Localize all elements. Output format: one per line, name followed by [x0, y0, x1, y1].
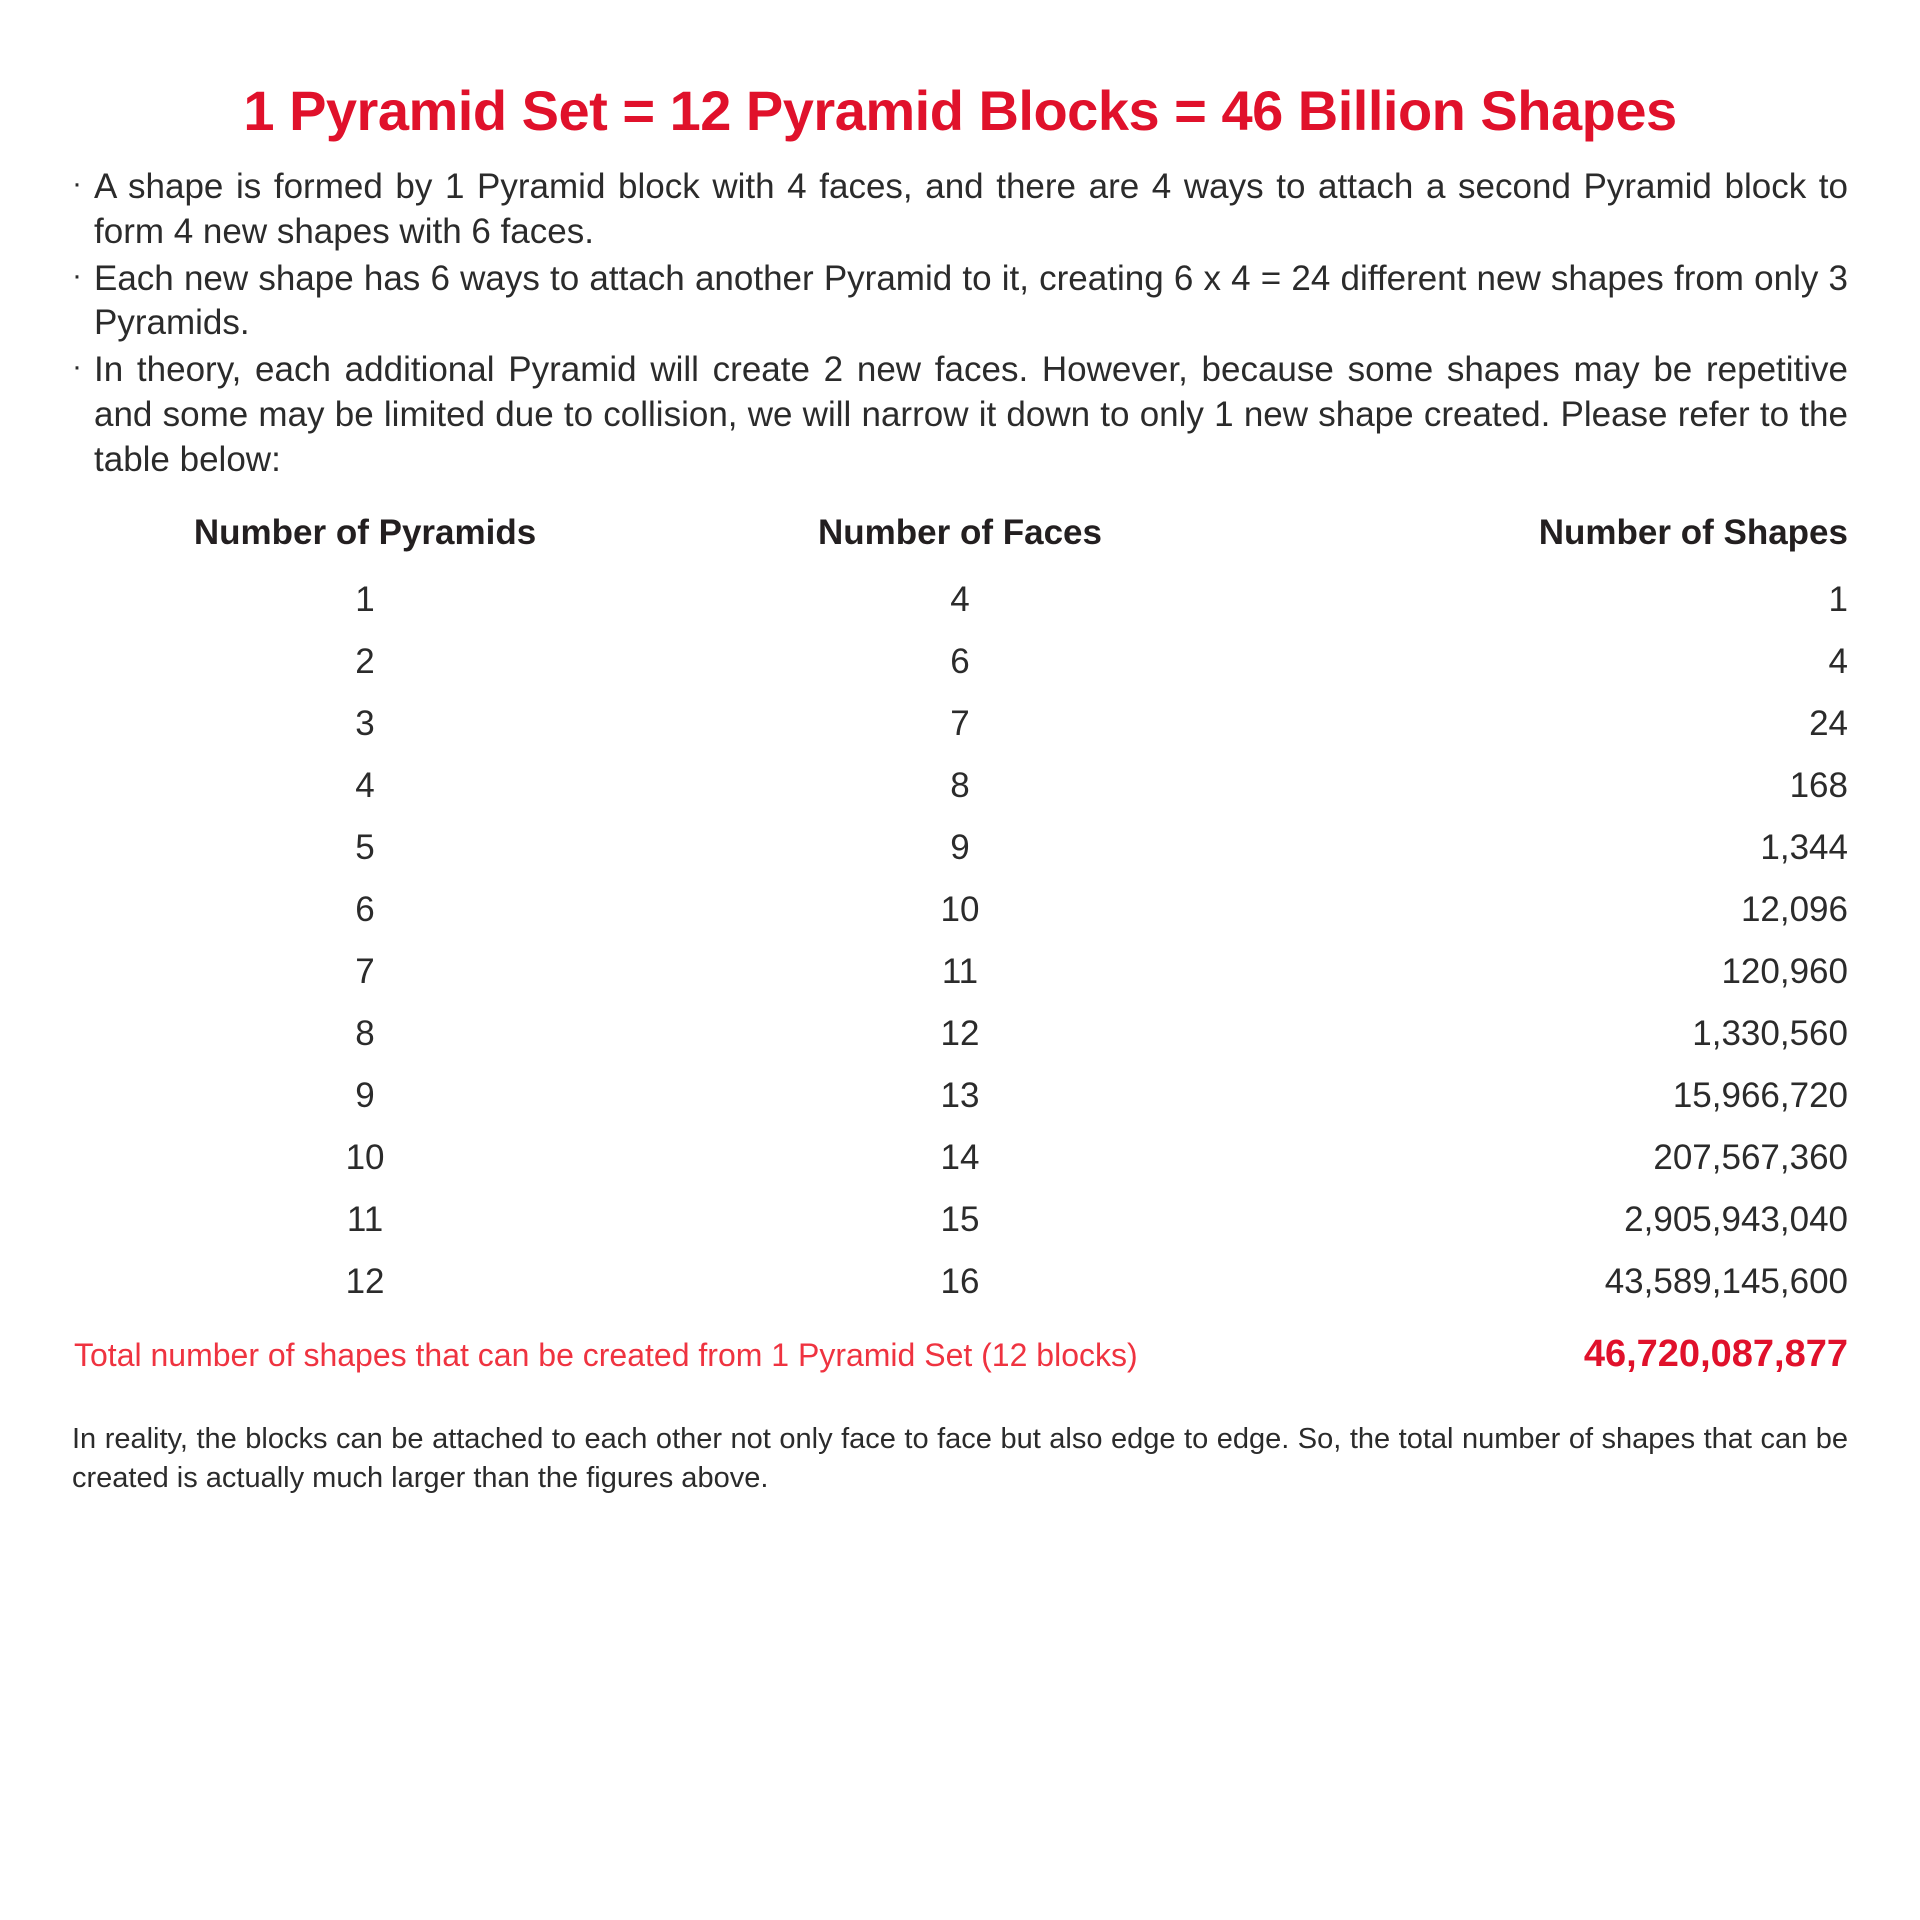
cell-faces: 14 — [940, 1137, 980, 1177]
cell-pyramids: 8 — [355, 1013, 375, 1053]
bullet-dot-icon: · — [72, 167, 82, 200]
cell-shapes: 24 — [1809, 703, 1848, 743]
table-row — [72, 1189, 1848, 1251]
cell-faces: 13 — [940, 1075, 980, 1115]
bullet-text: In theory, each additional Pyramid will create 2 new faces. However, because some shapes may be repetitive and some may be limited due to collision, we will narrow it down to only 1 new shape created. Please refer to the table below: — [94, 350, 1848, 479]
cell-faces: 7 — [950, 703, 970, 743]
page-title: 1 Pyramid Set = 12 Pyramid Blocks = 46 Billion Shapes — [243, 79, 1677, 142]
total-row — [72, 1333, 1848, 1376]
table-row — [72, 693, 1848, 755]
cell-faces: 8 — [950, 765, 970, 805]
cell-pyramids: 1 — [355, 579, 375, 619]
cell-faces: 9 — [950, 827, 970, 867]
total-label: Total number of shapes that can be created from 1 Pyramid Set (12 blocks) — [74, 1336, 1138, 1373]
cell-pyramids: 5 — [355, 827, 375, 867]
cell-shapes: 43,589,145,600 — [1604, 1261, 1848, 1301]
cell-faces: 15 — [940, 1199, 980, 1239]
bullet-dot-icon: · — [72, 258, 82, 292]
cell-pyramids: 11 — [346, 1199, 384, 1239]
table-row — [72, 1127, 1848, 1189]
cell-pyramids: 2 — [355, 641, 375, 681]
table-row — [72, 1251, 1848, 1313]
table-row — [72, 631, 1848, 693]
cell-shapes: 1,344 — [1760, 827, 1848, 867]
table-row — [72, 569, 1848, 631]
cell-shapes: 12,096 — [1740, 889, 1848, 929]
cell-shapes: 207,567,360 — [1653, 1137, 1848, 1177]
cell-shapes: 1,330,560 — [1692, 1013, 1848, 1053]
cell-shapes: 2,905,943,040 — [1624, 1199, 1848, 1239]
table-row — [72, 1003, 1848, 1065]
cell-pyramids: 10 — [345, 1137, 385, 1177]
bullet-list — [72, 165, 1848, 483]
cell-shapes: 4 — [1828, 641, 1848, 681]
table-header-row — [72, 509, 1848, 569]
bullet-dot-icon: · — [72, 350, 82, 384]
footnote: In reality, the blocks can be attached to each other not only face to face but also edge to edge. So, the total number of shapes that can be created is actually much larger than the figures above. — [72, 1422, 1848, 1494]
cell-pyramids: 3 — [355, 703, 375, 743]
cell-faces: 10 — [940, 889, 980, 929]
cell-faces: 12 — [940, 1013, 980, 1053]
bullet-text: Each new shape has 6 ways to attach another Pyramid to it, creating 6 x 4 = 24 different new shapes from only 3 Pyramids. — [94, 258, 1848, 343]
cell-pyramids: 6 — [355, 889, 375, 929]
cell-faces: 16 — [940, 1261, 980, 1301]
bullet-text: A shape is formed by 1 Pyramid block with 4 faces, and there are 4 ways to attach a second Pyramid block to form 4 new shapes with 6 faces. — [94, 167, 1848, 251]
cell-shapes: 168 — [1789, 765, 1848, 805]
cell-pyramids: 9 — [355, 1075, 375, 1115]
table-row — [72, 755, 1848, 817]
shapes-table — [72, 509, 1848, 1313]
cell-faces: 6 — [950, 641, 970, 681]
table-row — [72, 879, 1848, 941]
column-header-shapes: Number of Shapes — [1538, 512, 1848, 552]
column-header-pyramids: Number of Pyramids — [193, 512, 537, 552]
cell-faces: 11 — [941, 951, 979, 991]
table-row — [72, 817, 1848, 879]
cell-pyramids: 7 — [355, 951, 375, 991]
column-header-faces: Number of Faces — [818, 512, 1102, 552]
cell-shapes: 1 — [1828, 579, 1848, 619]
list-item — [72, 257, 1848, 347]
cell-shapes: 120,960 — [1721, 951, 1848, 991]
table-row — [72, 1065, 1848, 1127]
list-item — [72, 165, 1848, 255]
total-value: 46,720,087,877 — [1583, 1332, 1848, 1375]
cell-faces: 4 — [950, 579, 970, 619]
cell-pyramids: 4 — [355, 765, 375, 805]
cell-pyramids: 12 — [345, 1261, 385, 1301]
list-item — [72, 348, 1848, 482]
table-row — [72, 941, 1848, 1003]
cell-shapes: 15,966,720 — [1672, 1075, 1848, 1115]
